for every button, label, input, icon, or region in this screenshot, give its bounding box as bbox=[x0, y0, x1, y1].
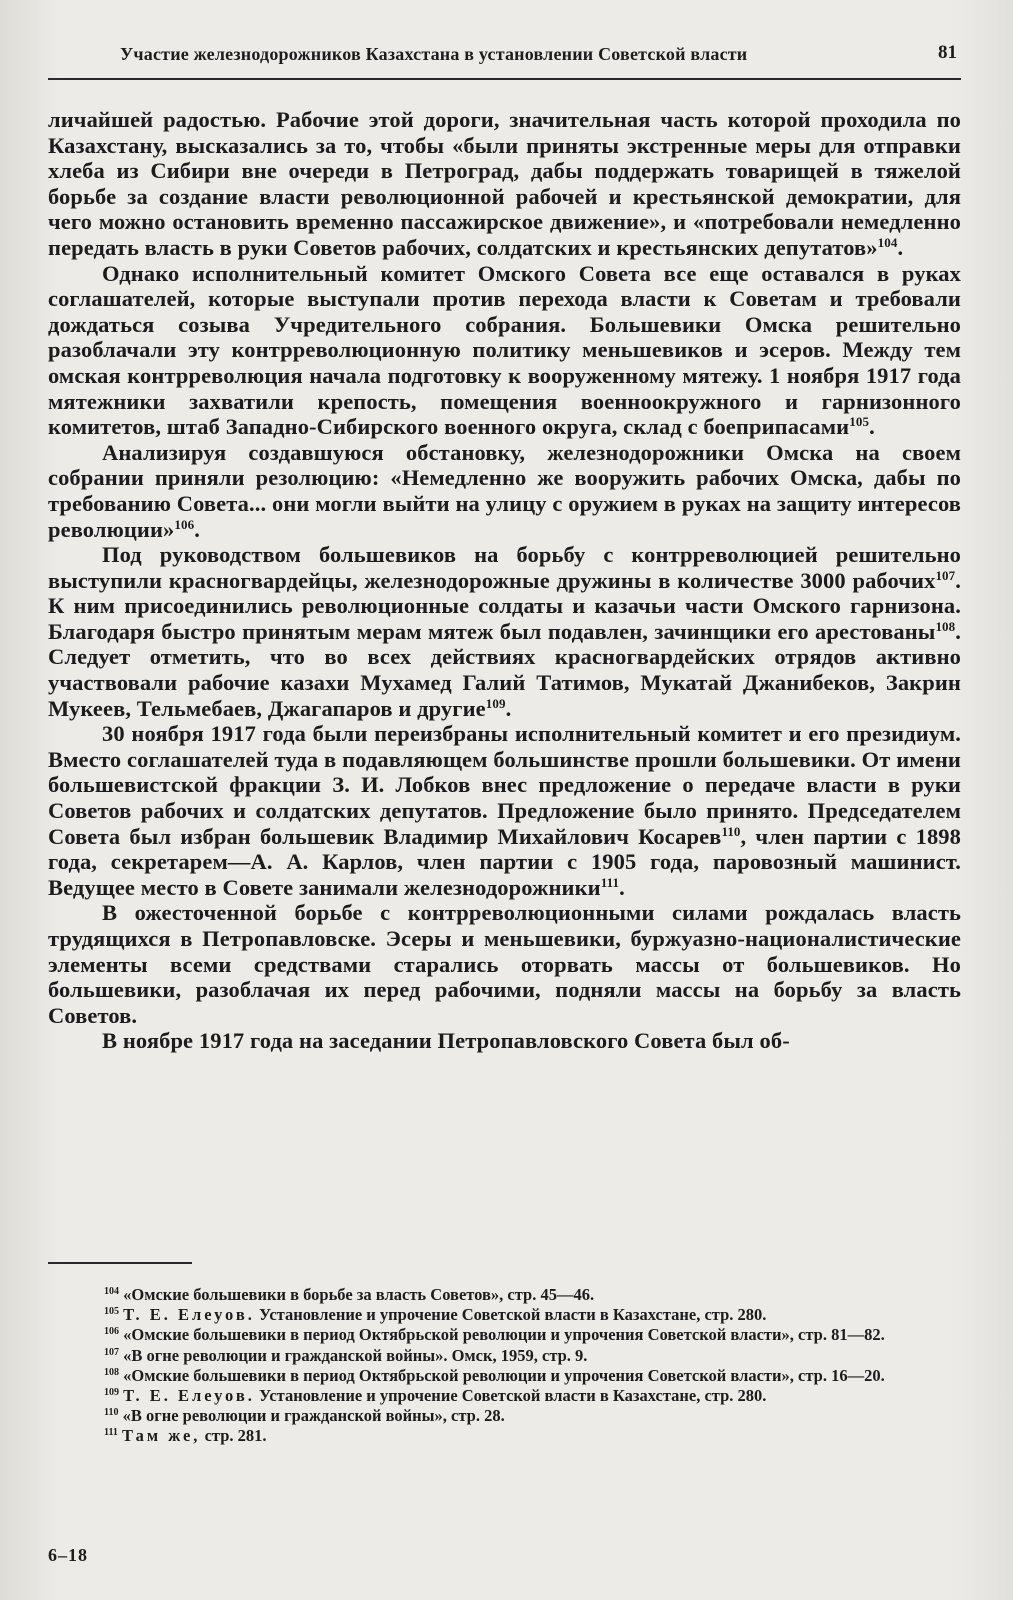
paragraph-tail: . bbox=[619, 874, 625, 900]
paragraph-tail: . bbox=[194, 516, 200, 542]
paragraph-text: . Следует отметить, что во всех действиях красногвардейских отрядов активно участвовали рабочие казахи Мухамед Галий Татимов, Мукатай Джанибеков, Закрин Мукеев, Тельмебаев, Джагапаров и другие bbox=[48, 618, 961, 721]
footnote-ref: 110 bbox=[721, 823, 741, 839]
footnote-text: «Омские большевики в период Октябрьской революции и упрочения Советской власти», стр. 16—20. bbox=[123, 1365, 885, 1385]
footnote-author: Т. Е. Елеуов. bbox=[123, 1386, 255, 1406]
paragraph-tail: . bbox=[505, 695, 512, 721]
footnote bbox=[48, 1426, 961, 1446]
paragraph bbox=[48, 542, 961, 721]
footnote bbox=[48, 1285, 961, 1305]
paragraph-text: 30 ноября 1917 года были переизбраны исполнительный комитет и его президиум. Вместо соглашателей туда в подавляющем большинстве прошли большевики. От имени большевистской фракции З. И. Лобков внес предложение о передаче власти в руки Советов рабочих и солдатских депутатов. Предложение было принято. Председателем Совета был избран большевик Владимир Михайлович Косарев bbox=[48, 721, 961, 849]
footnote-ref: 111 bbox=[600, 874, 620, 890]
paragraph bbox=[48, 440, 961, 542]
page-number: 81 bbox=[938, 42, 957, 63]
main-text bbox=[48, 107, 961, 1054]
paragraph-text: Анализируя создавшуюся обстановку, железнодорожники Омска на своем собрании приняли резолюцию: «Немедленно же вооружить рабочих Омска, дабы по требованию Совета... они могли выйти на улицу с оружием в руках на защиту интересов революции» bbox=[48, 439, 961, 542]
paragraph-text: Однако исполнительный комитет Омского Совета все еще оставался в руках соглашателей, которые выступали против перехода власти к Советам и требовали дождаться созыва Учредительного собрания. Большевики Омска решительно разоблачали эту контрреволюционную политику меньшевиков и эсеров. Между тем омская контрреволюция начала подготовку к вооруженному мятежу. 1 ноября 1917 года мятежники захватили крепость, помещения военноокружного и гарнизонного комитетов, штаб Западно-Сибирского военного округа, склад с боеприпасами bbox=[48, 260, 961, 440]
footnote-ref: 106 bbox=[174, 516, 195, 532]
footnote bbox=[48, 1366, 961, 1386]
paragraph-text: личайшей радостью. Рабочие этой дороги, значительная часть которой проходила по Казахстану, высказались за то, чтобы «были приняты экстренные меры для отправки хлеба из Сибири вне очереди в Петроград, дабы поддержать товарищей в тяжелой борьбе за создание власти революционной рабочей и крестьянской демократии, для чего можно остановить временно пассажирское движение», и «потребовали немедленно передать власть в руки Советов рабочих, солдатских и крестьянских депутатов» bbox=[48, 107, 961, 260]
footnote-number: 110 bbox=[104, 1407, 119, 1419]
printer-signature: 6–18 bbox=[48, 1545, 88, 1565]
footnote-ref: 107 bbox=[935, 567, 956, 583]
footnote bbox=[48, 1305, 961, 1325]
paragraph bbox=[48, 1028, 961, 1054]
footnote-text: Установление и упрочение Советской власти в Казахстане, стр. 280. bbox=[259, 1305, 767, 1325]
footnote-number: 106 bbox=[104, 1326, 119, 1338]
footnote-author: Там же, bbox=[122, 1426, 201, 1446]
paragraph-text: . К ним присоединились революционные солдаты и казачьи части Омского гарнизона. Благодаря быстро принятым мерам мятеж был подавлен, зачинщики его арестованы bbox=[48, 567, 961, 644]
footnote bbox=[48, 1386, 961, 1406]
paragraph-text: В ноябре 1917 года на заседании Петропавловского Совета был об- bbox=[102, 1028, 790, 1054]
paragraph bbox=[48, 261, 961, 440]
footnote-text: «В огне революции и гражданской войны». Омск, 1959, стр. 9. bbox=[123, 1345, 588, 1365]
footnote-divider bbox=[48, 1262, 192, 1264]
footnote-ref: 108 bbox=[935, 618, 956, 634]
footnote-text: Установление и упрочение Советской власти в Казахстане, стр. 280. bbox=[259, 1386, 767, 1406]
footnote-number: 107 bbox=[104, 1346, 119, 1358]
paragraph bbox=[48, 721, 961, 900]
footnote-ref: 104 bbox=[877, 234, 898, 250]
footnote-text: стр. 281. bbox=[204, 1426, 267, 1446]
footnote-text: «В огне революции и гражданской войны», стр. 28. bbox=[122, 1406, 505, 1426]
footnote-number: 104 bbox=[104, 1286, 119, 1297]
footnote-number: 105 bbox=[104, 1306, 119, 1318]
footnote-number: 109 bbox=[104, 1387, 119, 1399]
footnote bbox=[48, 1406, 961, 1426]
paragraph-text: В ожесточенной борьбе с контрреволюционными силами рождалась власть трудящихся в Петропавловске. Эсеры и меньшевики, буржуазно-националистические элементы всеми средствами старались оторвать массы от большевиков. Но большевики, разоблачая их перед рабочими, подняли массы на борьбу за власть Советов. bbox=[48, 900, 961, 1028]
running-header bbox=[48, 38, 961, 80]
footnote bbox=[48, 1325, 961, 1345]
footnote-number: 108 bbox=[104, 1366, 119, 1378]
footnote-number: 111 bbox=[104, 1427, 118, 1439]
paragraph-text: Под руководством большевиков на борьбу с контрреволюцией решительно выступили красногвардейцы, железнодорожные дружины в количестве 3000 рабочих bbox=[48, 542, 961, 593]
footnote-text: «Омские большевики в период Октябрьской революции и упрочения Советской власти», стр. 81—82. bbox=[123, 1325, 885, 1345]
footnote-ref: 109 bbox=[485, 695, 506, 711]
paragraph-text: , член партии с 1898 года, секретарем—А. А. Карлов, член партии с 1905 года, паровозный машинист. Ведущее место в Совете занимали железнодорожники bbox=[48, 823, 962, 900]
footnote-text: «Омские большевики в борьбе за власть Советов», стр. 45—46. bbox=[123, 1285, 595, 1304]
paragraph bbox=[48, 900, 961, 1028]
footnote bbox=[48, 1346, 961, 1366]
footnote-ref: 105 bbox=[849, 414, 870, 430]
footnote-author: Т. Е. Елеуов. bbox=[123, 1305, 255, 1325]
running-title: Участие железнодорожников Казахстана в установлении Советской власти bbox=[120, 44, 748, 64]
paragraph-tail: . bbox=[869, 414, 875, 440]
paragraph-tail: . bbox=[897, 234, 904, 260]
footnotes bbox=[48, 1285, 961, 1447]
paragraph bbox=[48, 107, 961, 261]
